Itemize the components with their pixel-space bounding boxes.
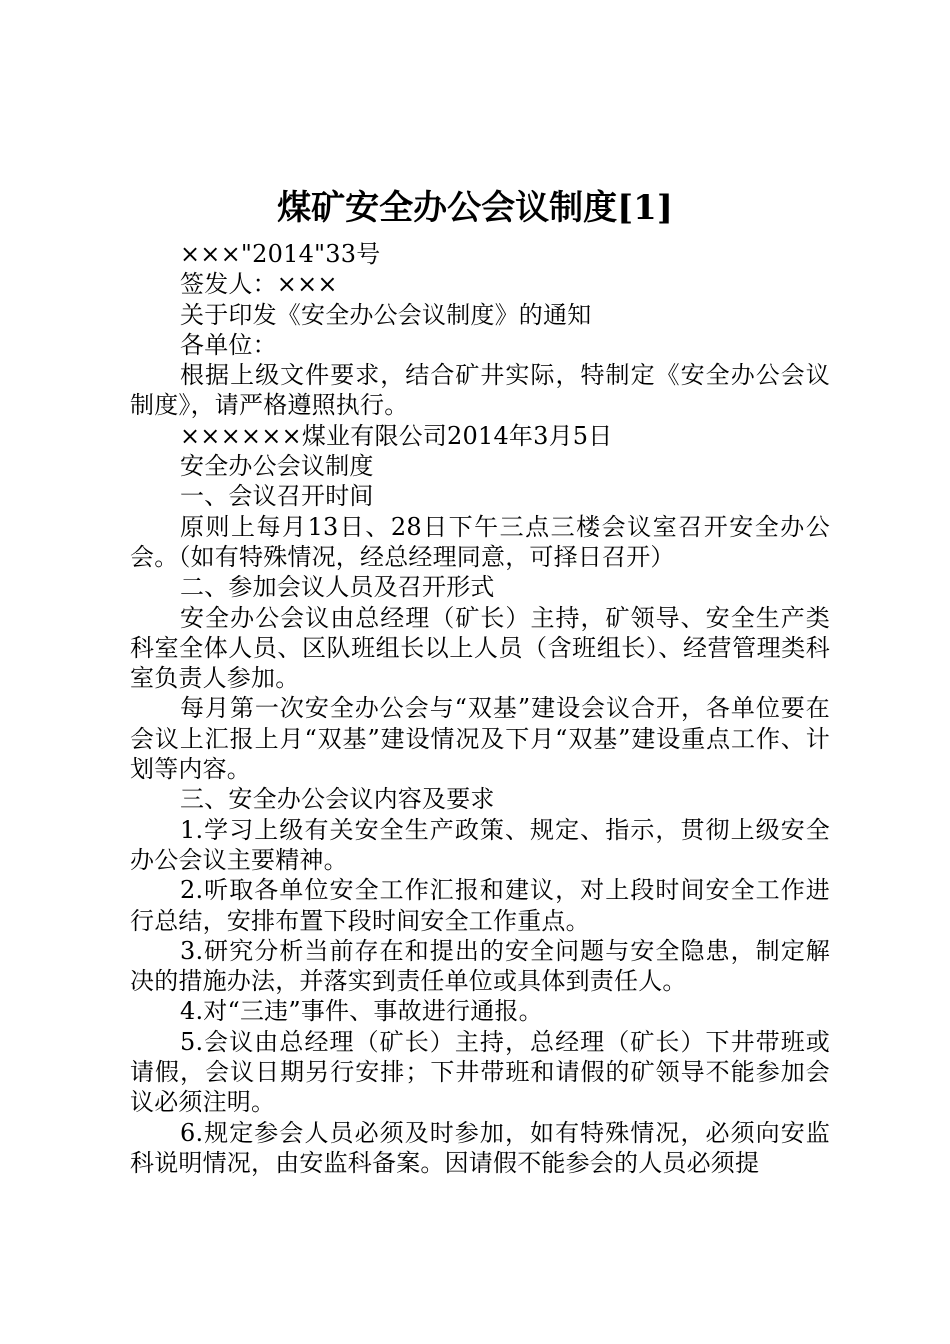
section-heading: 三、安全办公会议内容及要求 <box>180 785 495 814</box>
section-heading: 安全办公会议制度 <box>180 452 374 481</box>
doc-number: ×××"2014"33号 <box>180 240 381 268</box>
list-item: 5.会议由总经理（矿长）主持，总经理（矿长）下井带班或请假，会议日期另行安排；下井带班和请假的矿领导不能参加会议必须注明。 <box>130 1027 830 1117</box>
paragraph: 原则上每月13日、28日下午三点三楼会议室召开安全办公会。（如有特殊情况，经总经理同意，可择日召开） <box>130 512 830 571</box>
notice-title: 关于印发《安全办公会议制度》的通知 <box>180 300 592 329</box>
section-heading: 二、参加会议人员及召开形式 <box>180 573 495 602</box>
paragraph: 安全办公会议由总经理（矿长）主持，矿领导、安全生产类科室全体人员、区队班组长以上人员（含班组长）、经营管理类科室负责人参加。 <box>130 603 830 693</box>
document-body <box>130 239 830 1178</box>
list-item: 6.规定参会人员必须及时参加，如有特殊情况，必须向安监科说明情况，由安监科备案。因请假不能参会的人员必须提 <box>130 1118 830 1177</box>
issuer-date: ××××××煤业有限公司2014年3月5日 <box>180 421 613 450</box>
signer: 签发人：××× <box>180 270 338 299</box>
list-item: 4.对“三违”事件、事故进行通报。 <box>180 997 543 1026</box>
document-title: 煤矿安全办公会议制度[1] <box>277 188 673 228</box>
list-item: 3.研究分析当前存在和提出的安全问题与安全隐患，制定解决的措施办法，并落实到责任单位或具体到责任人。 <box>130 936 830 996</box>
paragraph: 根据上级文件要求，结合矿井实际，特制定《安全办公会议制度》，请严格遵照执行。 <box>130 361 830 420</box>
salutation: 各单位： <box>180 330 277 359</box>
section-heading: 一、会议召开时间 <box>180 482 374 511</box>
list-item: 2.听取各单位安全工作汇报和建议，对上段时间安全工作进行总结，安排布置下段时间安全工作重点。 <box>130 876 830 935</box>
list-item: 1.学习上级有关安全生产政策、规定、指示，贯彻上级安全办公会议主要精神。 <box>130 815 830 874</box>
paragraph: 每月第一次安全办公会与“双基”建设会议合开，各单位要在会议上汇报上月“双基”建设情况及下月“双基”建设重点工作、计划等内容。 <box>130 694 830 784</box>
